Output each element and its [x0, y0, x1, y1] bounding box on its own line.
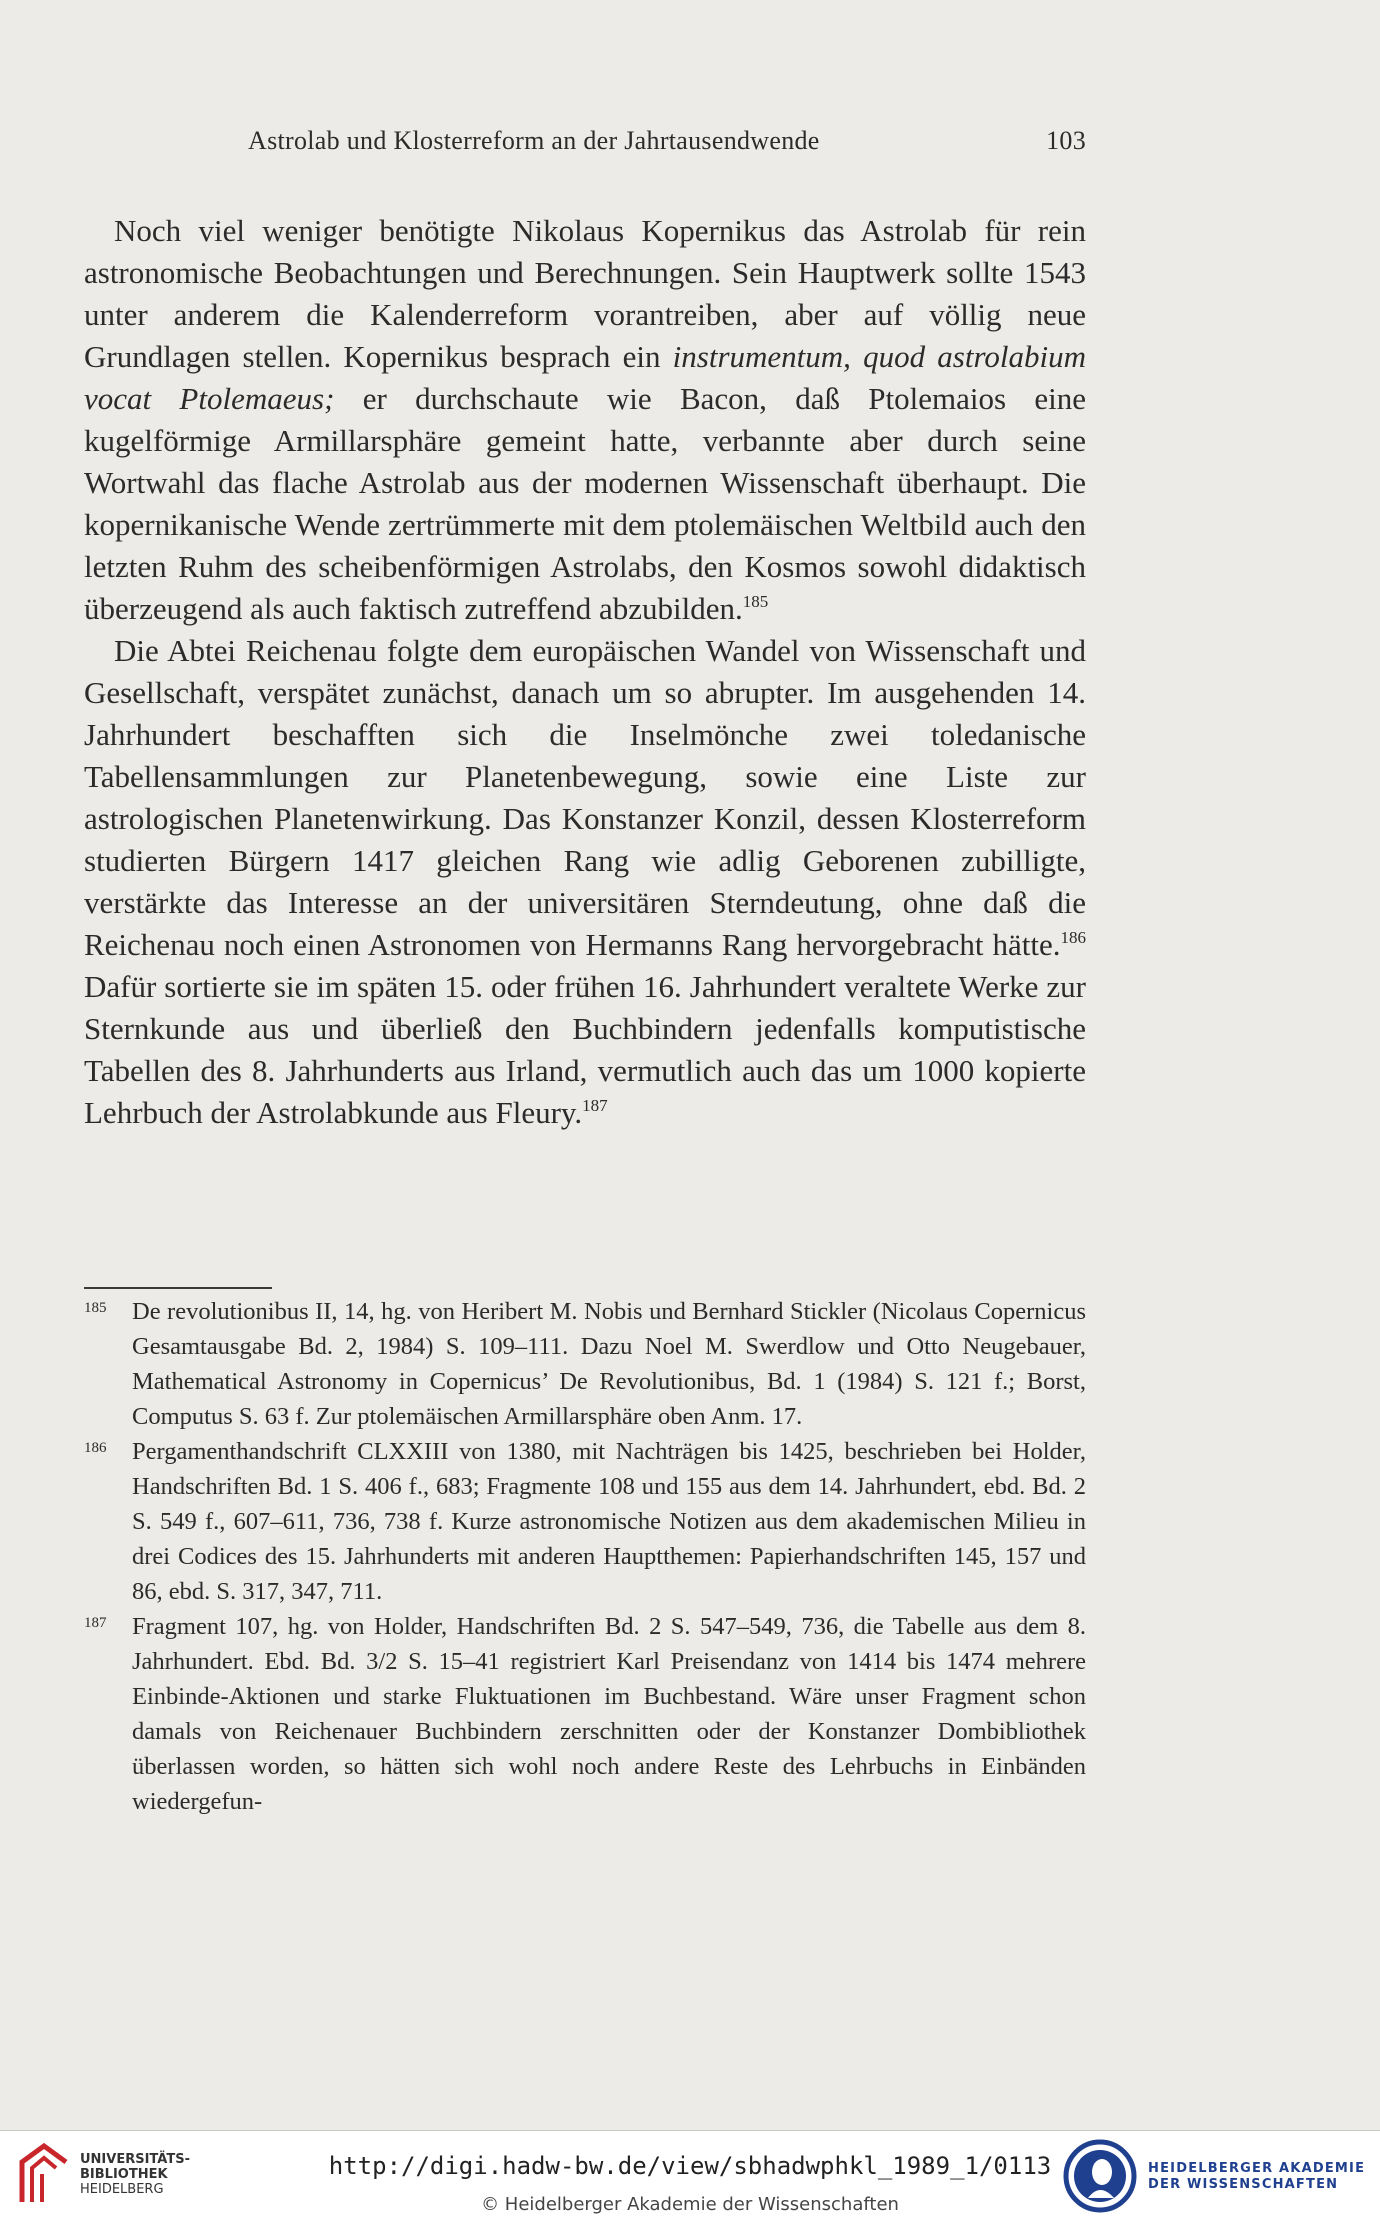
main-text	[84, 210, 1086, 1134]
permalink-url[interactable]: http://digi.hadw-bw.de/view/sbhadwphkl_1989_1/0113	[328, 2152, 1052, 2180]
footnote-number: 185	[84, 1300, 107, 1316]
body-paragraph	[84, 210, 1086, 630]
footnote	[84, 1434, 1086, 1609]
copyright-notice: © Heidelberger Akademie der Wissenschaften	[481, 2194, 899, 2215]
library-line-1: UNIVERSITÄTS-	[80, 2152, 190, 2167]
academy-name	[1148, 2161, 1365, 2193]
footnote-text: Fragment 107, hg. von Holder, Handschriften Bd. 2 S. 547–549, 736, die Tabelle aus dem 8. Jahrhundert. Ebd. Bd. 3/2 S. 15–41 registriert Karl Preisendanz von 1414 bis 1474 mehrere Einbinde-Aktionen und starke Fluktuationen im Buchbestand. Wäre unser Fragment schon damals von Reichenauer Buchbindern zerschnitten oder der Konstanzer Dombibliothek überlassen worden, so hätten sich wohl noch andere Reste des Lehrbuchs in Einbänden wiedergefun-	[132, 1613, 1086, 1815]
academy-seal-icon[interactable]	[1062, 2136, 1138, 2216]
footnote-text: De revolutionibus II, 14, hg. von Heribert M. Nobis und Bernhard Stickler (Nicolaus Copernicus Gesamtausgabe Bd. 2, 1984) S. 109–111. Dazu Noel M. Swerdlow und Otto Neugebauer, Mathematical Astronomy in Copernicus’ De Revolutionibus, Bd. 1 (1984) S. 121 f.; Borst, Computus S. 63 f. Zur ptolemäischen Armillarsphäre oben Anm. 17.	[132, 1298, 1086, 1430]
footnote-separator	[84, 1287, 272, 1289]
footnotes	[84, 1294, 1086, 1819]
footnote-number: 186	[84, 1440, 107, 1456]
text-segment: Dafür sortierte sie im späten 15. oder frühen 16. Jahrhundert veraltete Werke zur Sternkunde aus und überließ den Buchbindern jedenfalls komputistische Tabellen des 8. Jahrhunderts aus Irland, vermutlich auch das um 1000 kopierte Lehrbuch der Astrolabkunde aus Fleury.	[84, 969, 1086, 1130]
footnote	[84, 1609, 1086, 1819]
running-header	[248, 126, 1086, 156]
library-line-2: BIBLIOTHEK	[80, 2167, 168, 2182]
text-segment: er durchschaute wie Bacon, daß Ptolemaios eine kugelförmige Armillarsphäre gemeint hatte, verbannte aber durch seine Wortwahl das flache Astrolab aus der modernen Wissenschaft überhaupt. Die kopernikanische Wende zertrümmerte mit dem ptolemäischen Weltbild auch den letzten Ruhm des scheibenförmigen Astrolabs, den Kosmos sowohl didaktisch überzeugend als auch faktisch zutreffend abzubilden.	[84, 381, 1086, 626]
academy-line-1: HEIDELBERGER AKADEMIE	[1148, 2161, 1366, 2176]
text-segment: Noch viel weniger benötigte Nikolaus Kopernikus das Astrolab für rein astronomische Beobachtungen und Berechnungen. Sein Hauptwerk sollte 1543 unter anderem die Kalenderreform vorantreiben, aber auf völlig neue Grundlagen stellen. Kopernikus besprach ein	[84, 213, 1086, 374]
footnote-reference[interactable]: 187	[582, 1096, 608, 1115]
text-segment: Die Abtei Reichenau folgte dem europäischen Wandel von Wissenschaft und Gesellschaft, verspätet zunächst, danach um so abrupter. Im ausgehenden 14. Jahrhundert beschafften sich die Inselmönche zwei toledanische Tabellensammlungen zur Planetenbewegung, sowie eine Liste zur astrologischen Planetenwirkung. Das Konstanzer Konzil, dessen Klosterreform studierten Bürgern 1417 gleichen Rang wie adlig Geborenen zubilligte, verstärkte das Interesse an der universitären Sterndeutung, ohne daß die Reichenau noch einen Astronomen von Hermanns Rang hervorgebracht hätte.	[84, 633, 1086, 962]
footnote-reference[interactable]: 186	[1060, 928, 1086, 947]
running-title: Astrolab und Klosterreform an der Jahrtausendwende	[248, 126, 820, 155]
page-number: 103	[1046, 126, 1086, 155]
italic-quotation: instrumentum, quod astrolabium vocat Ptolemaeus;	[84, 339, 1086, 416]
academy-line-2: DER WISSENSCHAFTEN	[1148, 2177, 1339, 2192]
body-paragraph	[84, 630, 1086, 1134]
footnote-text: Pergamenthandschrift CLXXIII von 1380, mit Nachträgen bis 1425, beschrieben bei Holder, Handschriften Bd. 1 S. 406 f., 683; Fragmente 108 und 155 aus dem 14. Jahrhundert, ebd. Bd. 2 S. 549 f., 607–611, 736, 738 f. Kurze astronomische Notizen aus dem akademischen Milieu in drei Codices des 15. Jahrhunderts mit anderen Hauptthemen: Papierhandschriften 145, 157 und 86, ebd. S. 317, 347, 711.	[132, 1438, 1086, 1605]
footnote-reference[interactable]: 185	[742, 592, 769, 611]
footnote-number: 187	[84, 1615, 107, 1631]
footnote	[84, 1294, 1086, 1434]
library-line-3: HEIDELBERG	[80, 2182, 164, 2197]
